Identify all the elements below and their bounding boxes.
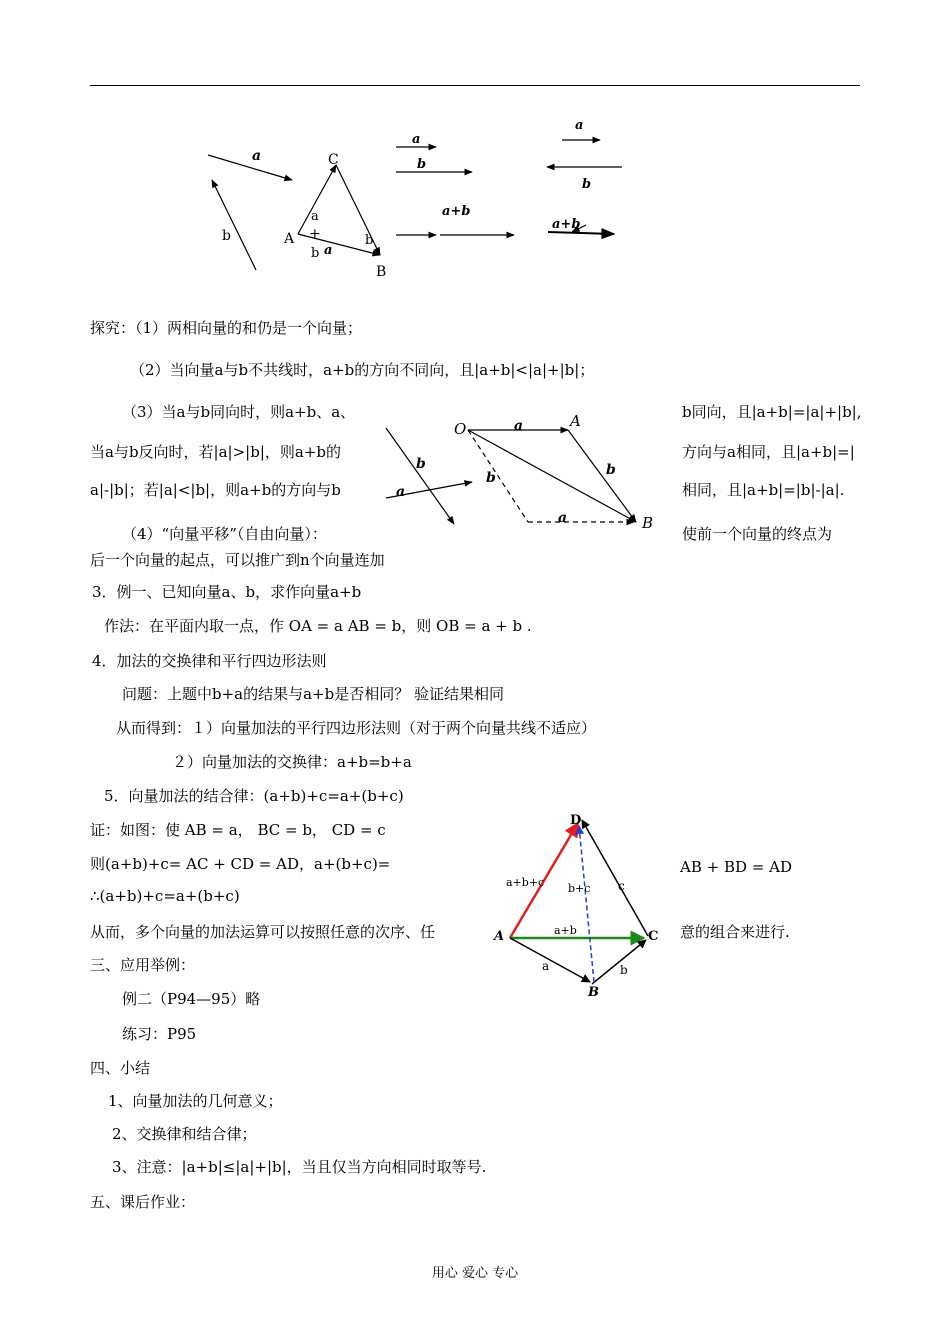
text-line-20: 例二（P94—95）略 [122, 990, 261, 1008]
text-line-10: 4．加法的交换律和平行四边形法则 [92, 652, 327, 670]
text-line-24: 2、交换律和结合律； [112, 1125, 257, 1143]
text-line-17: ∴(a+b)+c=a+(b+c) [90, 887, 240, 905]
opp-dir-sum-label: a+b [552, 217, 581, 232]
label-OA: a [514, 418, 524, 434]
vector-a-line [208, 155, 292, 180]
label-dash-a: a [558, 510, 568, 526]
edge-AB [510, 938, 590, 982]
label-a-AC: a [311, 209, 319, 224]
text-line-16b: AB + BD = AD [680, 858, 792, 876]
same-dir-sum-label: a+b [442, 204, 471, 219]
text-line-8: 3．例一、已知向量a、b，求作向量a+b [92, 583, 362, 601]
vertex-A2: A [570, 412, 581, 430]
label-b: b [222, 228, 231, 244]
text-line-12: 从而得到：１）向量加法的平行四边形法则（对于两个向量共线不适应） [116, 719, 597, 737]
triangle-BC [336, 165, 380, 255]
text-line-18b: 意的组合来进行. [680, 923, 790, 941]
text-line-18a: 从而，多个向量的加法运算可以按照任意的次序、任 [90, 923, 436, 941]
text-line-2: （2）当向量a与b不共线时，a+b的方向不同向，且|a+b|<|a|+|b|； [130, 361, 595, 379]
edge-BD-blue [579, 826, 594, 982]
vertex-B3: B [588, 985, 599, 1000]
text-line-4b: 方向与a相同，且|a+b|=| [682, 443, 855, 461]
same-dir-a-label: a [412, 132, 421, 147]
vector-O-dash [468, 430, 528, 522]
figure-associative [490, 808, 670, 1000]
figure-triangle-vectors [190, 110, 650, 285]
text-line-11: 问题：上题中b+a的结果与a+b是否相同？ 验证结果相同 [122, 685, 504, 703]
text-line-13: ２）向量加法的交换律：a+b=b+a [172, 753, 412, 771]
label-a: a [252, 148, 262, 164]
edge-BC [592, 940, 646, 984]
text-line-16: 则(a+b)+c= AC + CD = AD，a+(b+c)= [90, 855, 391, 873]
text-line-5a: a|-|b|；若|a|<|b|，则a+b的方向与b [90, 481, 341, 499]
section-3-title: 三、应用举例： [90, 956, 196, 974]
label-AB2: b [606, 462, 616, 478]
section-5-title: 五、课后作业： [90, 1193, 196, 1211]
vertex-C: C [328, 152, 339, 168]
text-line-3b: b同向，且|a+b|=|a|+|b|, [682, 403, 862, 421]
same-dir-b-label: b [417, 157, 427, 172]
text-line-6b: 使前一个向量的终点为 [682, 525, 833, 543]
label-a-AB: a [324, 243, 333, 258]
label-c: c [618, 879, 625, 893]
text-line-7: 后一个向量的起点，可以推广到n个向量连加 [90, 551, 385, 569]
label-a3: a [542, 959, 550, 973]
text-line-25: 3、注意：|a+b|≤|a|+|b|，当且仅当方向相同时取等号. [112, 1158, 487, 1176]
label-dash-b: b [486, 470, 496, 486]
vertex-B: B [376, 264, 387, 280]
text-line-5b: 相同，且|a+b|=|b|-|a|. [682, 481, 845, 499]
cross-a-label: a [396, 484, 406, 500]
text-line-9: 作法：在平面内取一点，作 OA = a AB = b，则 OB = a + b . [104, 617, 532, 635]
label-b-BC: b [365, 233, 374, 248]
label-b-AC: b [311, 246, 320, 261]
vertex-O: O [454, 420, 467, 438]
header-rule [90, 85, 860, 86]
section-4-title: 四、小结 [90, 1059, 151, 1077]
figure-parallelogram [380, 410, 670, 535]
vertex-A3: A [494, 929, 505, 944]
vertex-C3: C [648, 929, 659, 944]
label-abc: a+b+c [506, 876, 545, 889]
cross-b-label: b [416, 456, 426, 472]
vector-AB [568, 430, 636, 522]
text-line-3a: （3）当a与b同向时，则a+b、a、 [122, 403, 356, 421]
cross-b [386, 428, 454, 524]
vertex-B2: B [642, 514, 654, 532]
text-line-1: 探究：（1）两相向量的和仍是一个向量； [90, 319, 363, 337]
label-plus: + [309, 226, 321, 242]
opp-dir-sum [548, 232, 614, 234]
text-line-4a: 当a与b反向时，若|a|>|b|，则a+b的 [90, 443, 341, 461]
vector-b-line [212, 180, 256, 270]
edge-CD [582, 820, 648, 936]
label-ab: a+b [554, 924, 577, 937]
text-line-6a: （4）“向量平移”（自由向量）： [122, 525, 327, 543]
text-line-15: 证：如图：使 AB = a， BC = b， CD = c [90, 821, 386, 839]
opp-dir-b-label: b [582, 177, 592, 192]
text-line-14: 5．向量加法的结合律：(a+b)+c=a+(b+c) [104, 787, 404, 805]
opp-dir-a-label: a [575, 118, 584, 133]
page-footer: 用心 爱心 专心 [431, 1266, 519, 1281]
text-line-23: 1、向量加法的几何意义； [108, 1092, 283, 1110]
label-bc: b+c [568, 882, 591, 895]
label-b3: b [620, 963, 628, 977]
text-line-21: 练习：P95 [122, 1025, 197, 1043]
vertex-A: A [284, 231, 295, 247]
vertex-D: D [570, 813, 582, 828]
